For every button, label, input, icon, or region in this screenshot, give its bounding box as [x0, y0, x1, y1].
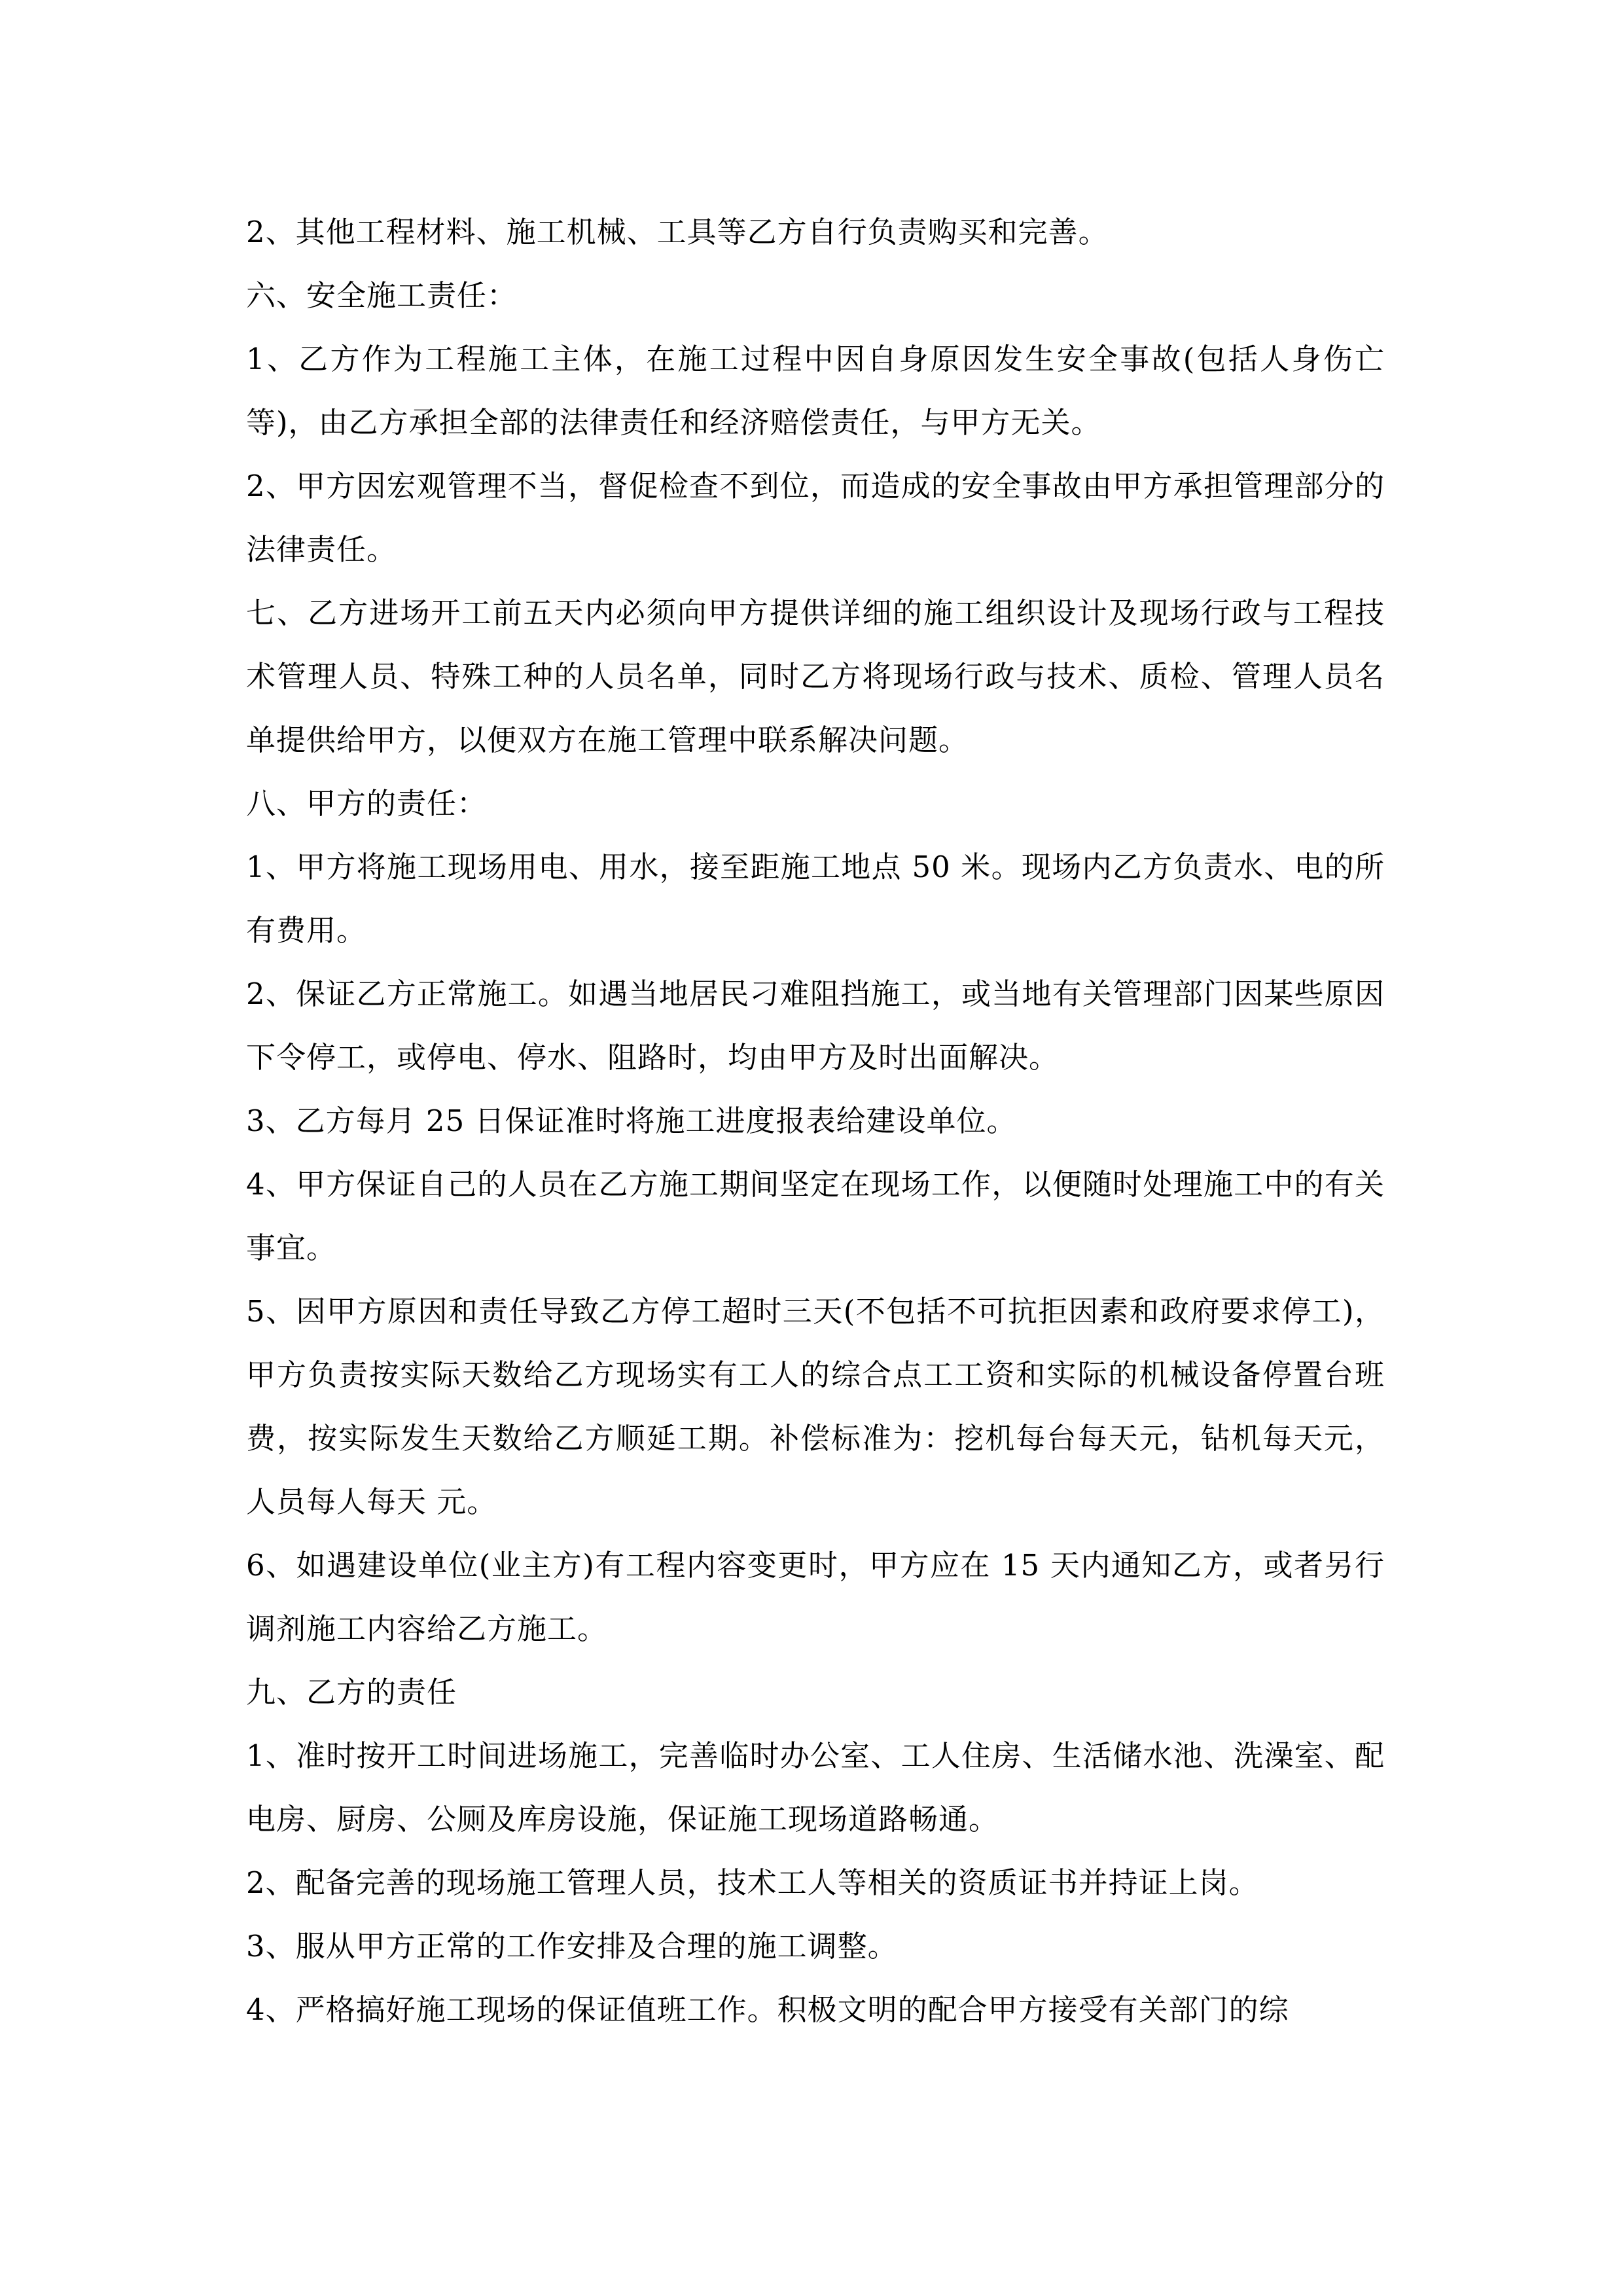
paragraph: 6、如遇建设单位(业主方)有工程内容变更时，甲方应在 15 天内通知乙方，或者另行调剂施工内容给乙方施工。 — [246, 1548, 1385, 1646]
document-body — [246, 200, 1385, 2041]
paragraph: 2、保证乙方正常施工。如遇当地居民刁难阻挡施工，或当地有关管理部门因某些原因下令停工，或停电、停水、阻路时，均由甲方及时出面解决。 — [246, 977, 1385, 1075]
section-heading: 九、乙方的责任 — [246, 1675, 457, 1710]
paragraph: 2、其他工程材料、施工机械、工具等乙方自行负责购买和完善。 — [246, 215, 1109, 249]
paragraph: 1、乙方作为工程施工主体，在施工过程中因自身原因发生安全事故(包括人身伤亡等)，由乙方承担全部的法律责任和经济赔偿责任，与甲方无关。 — [246, 342, 1385, 440]
paragraph: 2、甲方因宏观管理不当，督促检查不到位，而造成的安全事故由甲方承担管理部分的法律责任。 — [246, 469, 1385, 567]
paragraph: 5、因甲方原因和责任导致乙方停工超时三天(不包括不可抗拒因素和政府要求停工)，甲方负责按实际天数给乙方现场实有工人的综合点工工资和实际的机械设备停置台班费，按实际发生天数给乙方顺延工期。补偿标准为：挖机每台每天元，钻机每天元，人员每人每天 元。 — [246, 1294, 1385, 1519]
section-heading: 六、安全施工责任： — [246, 278, 518, 313]
paragraph: 3、服从甲方正常的工作安排及合理的施工调整。 — [246, 1929, 898, 1964]
paragraph: 2、配备完善的现场施工管理人员，技术工人等相关的资质证书并持证上岗。 — [246, 1865, 1259, 1900]
section-heading: 七、乙方进场开工前五天内必须向甲方提供详细的施工组织设计及现场行政与工程技术管理人员、特殊工种的人员名单，同时乙方将现场行政与技术、质检、管理人员名单提供给甲方，以便双方在施工管理中联系解决问题。 — [246, 596, 1385, 757]
section-heading: 八、甲方的责任： — [246, 786, 488, 821]
paragraph: 1、准时按开工时间进场施工，完善临时办公室、工人住房、生活储水池、洗澡室、配电房、厨房、公厕及库房设施，保证施工现场道路畅通。 — [246, 1738, 1385, 1837]
paragraph: 1、甲方将施工现场用电、用水，接至距施工地点 50 米。现场内乙方负责水、电的所有费用。 — [246, 850, 1385, 948]
paragraph: 4、严格搞好施工现场的保证值班工作。积极文明的配合甲方接受有关部门的综 — [246, 1992, 1289, 2027]
paragraph: 3、乙方每月 25 日保证准时将施工进度报表给建设单位。 — [246, 1103, 1017, 1138]
paragraph: 4、甲方保证自己的人员在乙方施工期间坚定在现场工作，以便随时处理施工中的有关事宜。 — [246, 1167, 1385, 1265]
